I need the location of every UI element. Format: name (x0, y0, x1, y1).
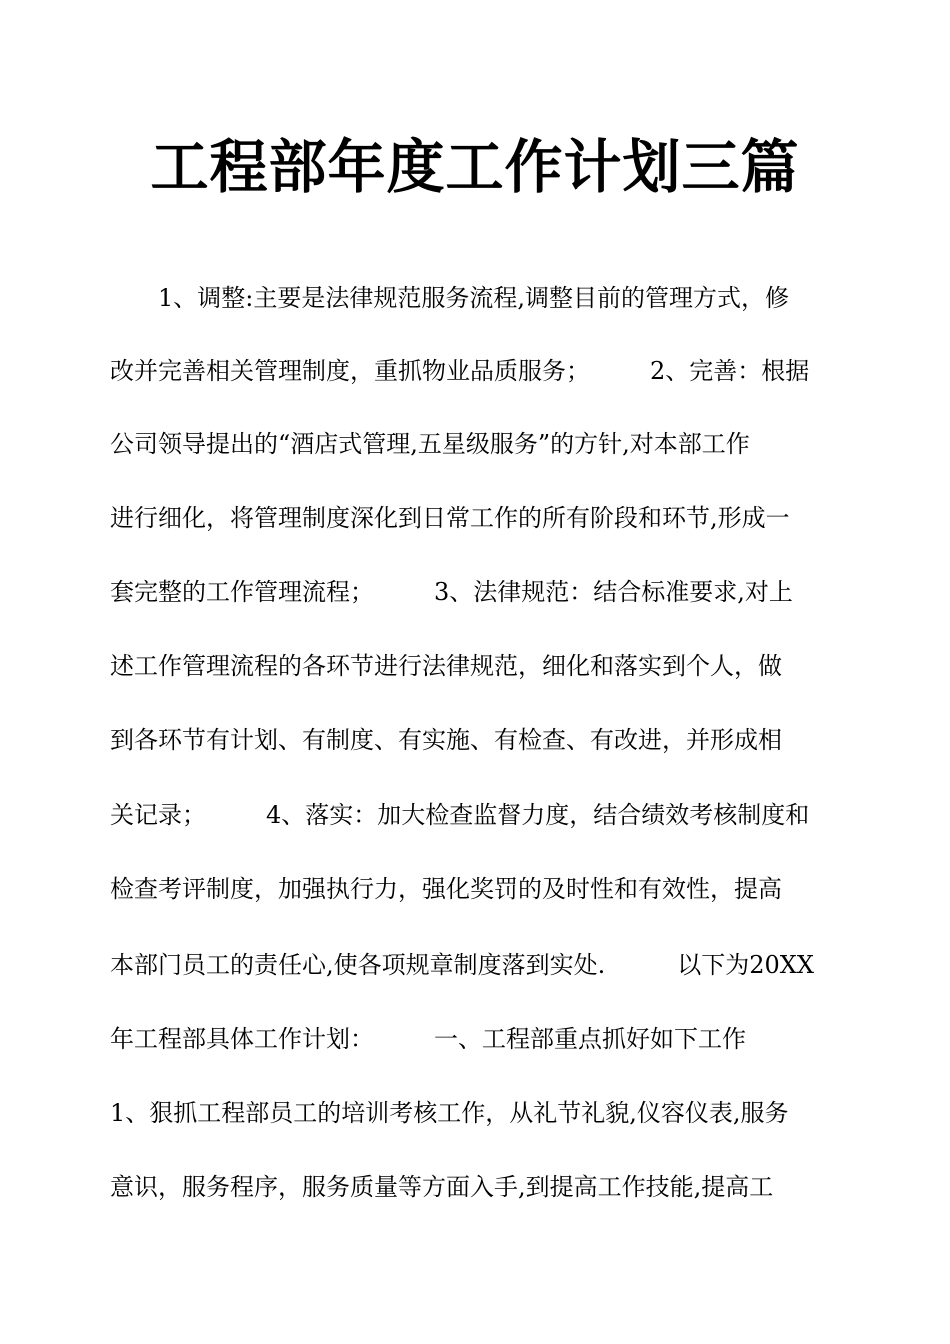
body-line: 意识，服务程序，服务质量等方面入手,到提高工作技能,提高工 (110, 1173, 774, 1201)
body-line: 年工程部具体工作计划： 一、工程部重点抓好如下工作 (110, 1025, 746, 1053)
body-line: 公司领导提出的“酒店式管理,五星级服务”的方针,对本部工作 (110, 430, 750, 458)
body-line: 进行细化，将管理制度深化到日常工作的所有阶段和环节,形成一 (110, 504, 790, 532)
document-title: 工程部年度工作计划三篇 (150, 133, 800, 201)
body-line: 套完整的工作管理流程； 3、法律规范：结合标准要求,对上 (110, 578, 793, 606)
body-line: 关记录； 4、落实：加大检查监督力度，结合绩效考核制度和 (110, 801, 810, 829)
body-line: 1、狠抓工程部员工的培训考核工作，从礼节礼貌,仪容仪表,服务 (110, 1099, 789, 1127)
body-line: 1、调整:主要是法律规范服务流程,调整目前的管理方式，修 (110, 284, 789, 312)
body-line: 述工作管理流程的各环节进行法律规范，细化和落实到个人，做 (110, 652, 782, 680)
body-line: 改并完善相关管理制度，重抓物业品质服务； 2、完善：根据 (110, 357, 810, 385)
body-line: 到各环节有计划、有制度、有实施、有检查、有改进，并形成相 (110, 726, 782, 754)
body-line: 本部门员工的责任心,使各项规章制度落到实处. 以下为20XX (110, 951, 814, 979)
body-line: 检查考评制度，加强执行力，强化奖罚的及时性和有效性，提高 (110, 875, 782, 903)
